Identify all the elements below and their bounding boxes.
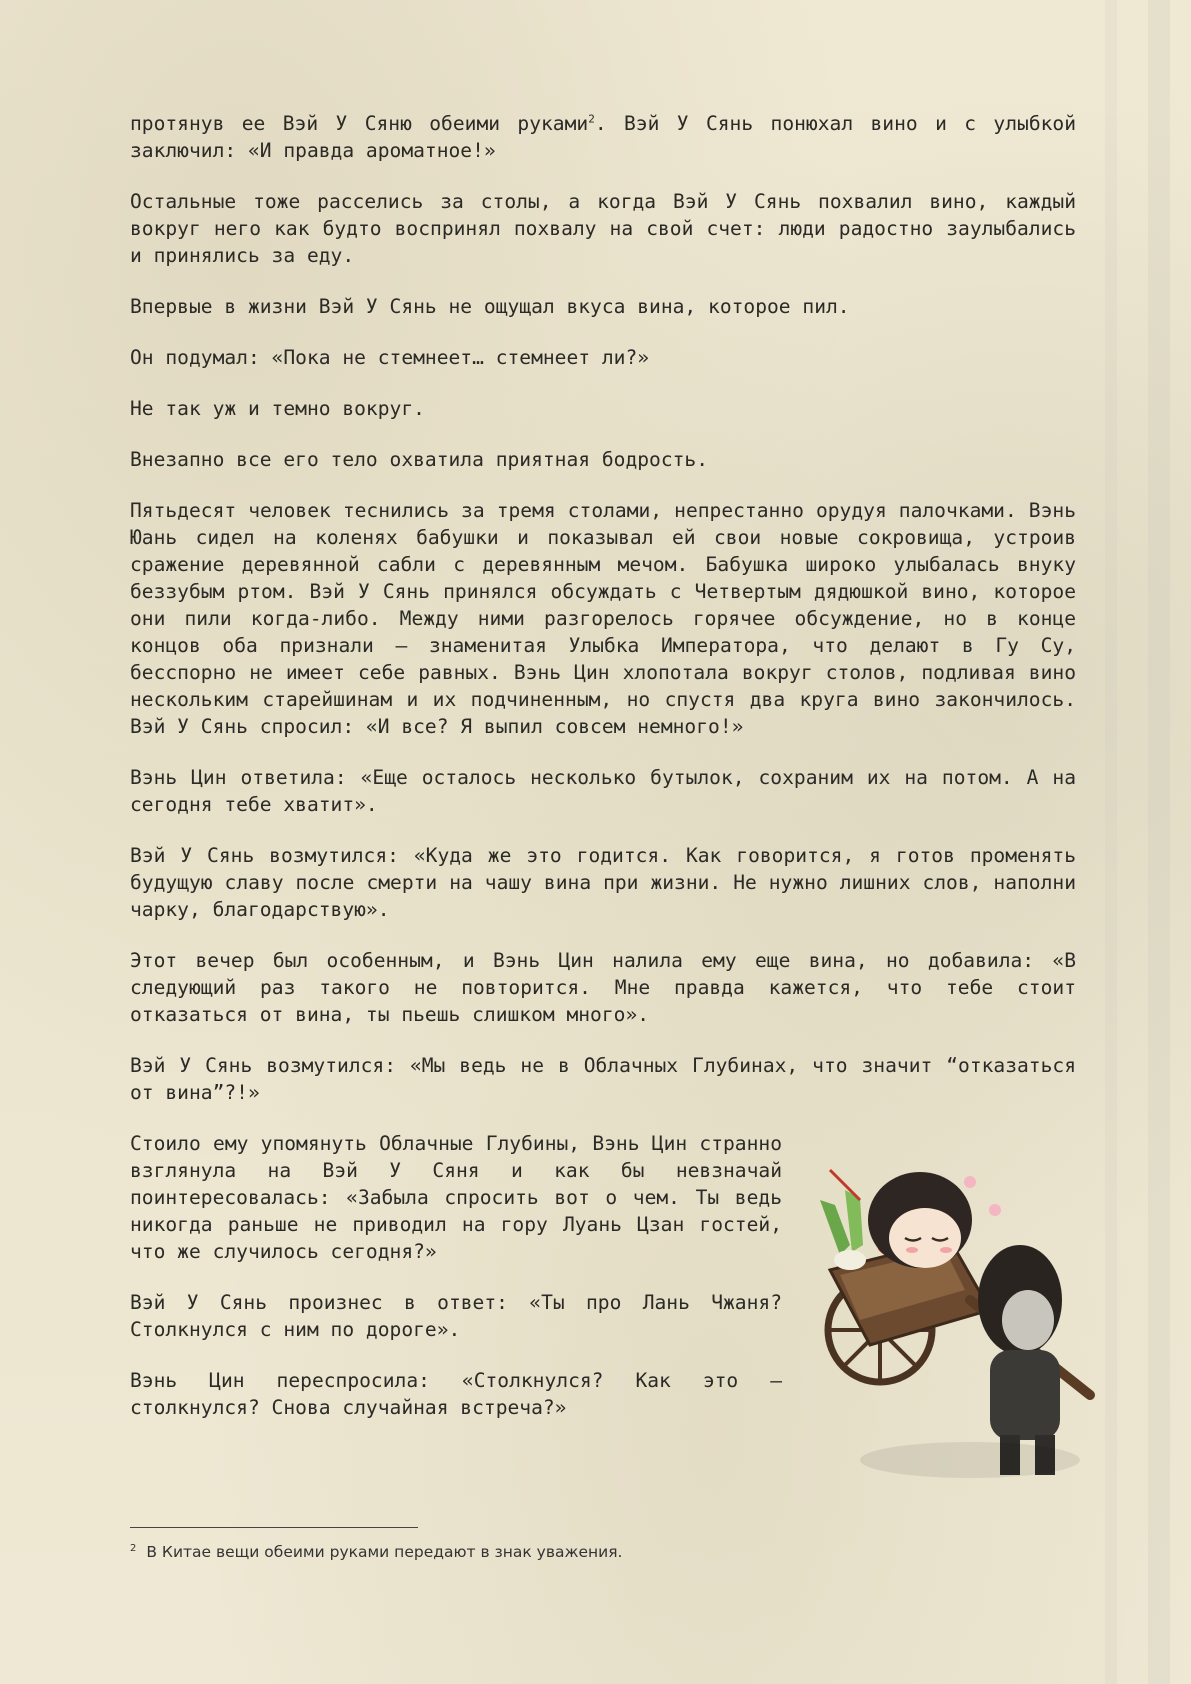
- paragraph: Вэй У Сянь возмутился: «Мы ведь не в Облачных Глубинах, что значит “отказаться от вина”?!»: [130, 1054, 1076, 1104]
- paragraph: Вэнь Цин переспросила: «Столкнулся? Как это — столкнулся? Снова случайная встреча?»: [130, 1369, 782, 1419]
- chibi-cart-illustration-icon: [800, 1160, 1110, 1500]
- paragraph: Вэй У Сянь произнес в ответ: «Ты про Лань Чжаня? Столкнулся с ним по дороге».: [130, 1291, 782, 1341]
- footnote-mark: 2: [130, 1543, 137, 1554]
- paragraph: Вэй У Сянь возмутился: «Куда же это годится. Как говорится, я готов променять будущую славу после смерти на чашу вина при жизни. Не нужно лишних слов, наполни чарку, благодарствую».: [130, 844, 1076, 921]
- paragraph: Впервые в жизни Вэй У Сянь не ощущал вкуса вина, которое пил.: [130, 295, 850, 318]
- footnote-ref[interactable]: 2: [588, 112, 595, 126]
- paragraph: Он подумал: «Пока не стемнеет… стемнеет ли?»: [130, 346, 650, 369]
- paragraph-text: протянув ее Вэй У Сяню обеими руками: [130, 112, 589, 135]
- footnote: [130, 1543, 930, 1561]
- paragraph-text: . Вэй У Сянь понюхал вино и с улыбкой заключил: «И правда ароматное!»: [130, 112, 1077, 162]
- paragraph: Остальные тоже расселись за столы, а когда Вэй У Сянь похвалил вино, каждый вокруг него как будто воспринял похвалу на свой счет: люди радостно заулыбались и принялись за еду.: [130, 190, 1076, 267]
- footnote-text: В Китае вещи обеими руками передают в знак уважения.: [146, 1543, 623, 1562]
- bamboo-stalk-decoration: [1148, 0, 1170, 1684]
- paragraph: Внезапно все его тело охватила приятная бодрость.: [130, 448, 709, 471]
- paragraph: Вэнь Цин ответила: «Еще осталось несколько бутылок, сохраним их на потом. А на сегодня тебе хватит».: [130, 766, 1076, 816]
- paragraph: Пятьдесят человек теснились за тремя столами, непрестанно орудуя палочками. Вэнь Юань сидел на коленях бабушки и показывал ей свои новые сокровища, устроив сражение деревянной сабли с деревянным мечом. Бабушка широко улыбалась внуку беззубым ртом. Вэй У Сянь принялся обсуждать с Четвертым дядюшкой вино, которое они пили когда-либо. Между ними разгорелось горячее обсуждение, но в конце концов оба признали — знаменитая Улыбка Императора, что делают в Гу Су, бесспорно не имеет себе равных. Вэнь Цин хлопотала вокруг столов, подливая вино нескольким старейшинам и их подчиненным, но спустя два круга вино закончилось. Вэй У Сянь спросил: «И все? Я выпил совсем немного!»: [130, 499, 1076, 738]
- paragraph: [130, 110, 1076, 164]
- paragraph: Этот вечер был особенным, и Вэнь Цин налила ему еще вина, но добавила: «В следующий раз такого не повторится. Мне правда кажется, что тебе стоит отказаться от вина, ты пьешь слишком много».: [130, 949, 1076, 1026]
- footnote-divider: [130, 1527, 418, 1528]
- paragraph: Стоило ему упомянуть Облачные Глубины, Вэнь Цин странно взглянула на Вэй У Сяня и как бы невзначай поинтересовалась: «Забыла спросить вот о чем. Ты ведь никогда раньше не приводил на гору Луань Цзан гостей, что же случилось сегодня?»: [130, 1132, 782, 1263]
- paragraph: Не так уж и темно вокруг.: [130, 397, 425, 420]
